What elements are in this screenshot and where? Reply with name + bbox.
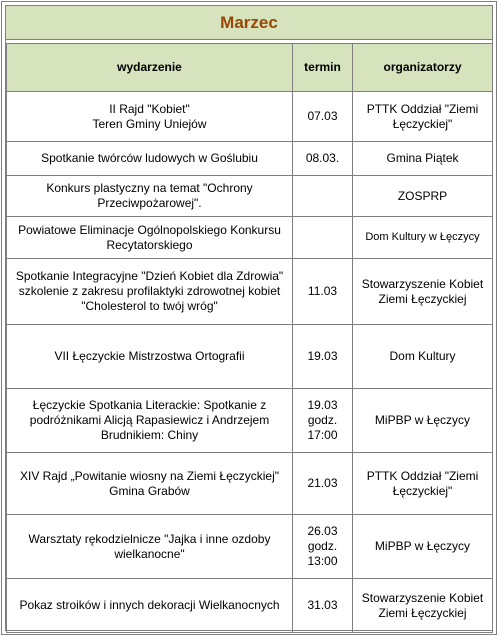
- table-body: [7, 92, 493, 633]
- event-cell: [7, 579, 293, 633]
- event-line: Przeciwpożarowej".: [97, 196, 202, 210]
- organizer-line: PTTK Oddział "Ziemi: [366, 468, 479, 483]
- date-line: 19.03: [307, 349, 338, 363]
- header-event: wydarzenie: [7, 44, 293, 92]
- event-line: XIV Rajd „Powitanie wiosny na Ziemi Łęczyckiej": [19, 468, 280, 483]
- organizer-line: Dom Kultury: [389, 349, 456, 363]
- date-line: 21.03: [307, 476, 338, 490]
- date-line: 17:00: [307, 428, 338, 442]
- table-row: [7, 92, 493, 142]
- table-row: [7, 325, 493, 389]
- date-cell: [293, 453, 353, 515]
- event-line: szkolenie z zakresu profilaktyki zdrowotnej kobiet: [18, 284, 281, 298]
- event-cell: [7, 142, 293, 176]
- document-frame: [1, 1, 497, 635]
- event-line: Powiatowe Eliminacje Ogólnopolskiego Konkursu: [18, 222, 281, 237]
- table-row: [7, 453, 493, 515]
- date-cell: [293, 389, 353, 453]
- event-line: VII Łęczyckie Mistrzostwa Ortografii: [54, 349, 245, 363]
- organizer-cell: [353, 389, 493, 453]
- organizer-cell: [353, 92, 493, 142]
- date-line: godz.: [307, 539, 338, 553]
- organizer-line: Gmina Piątek: [386, 151, 459, 165]
- date-cell: [293, 176, 353, 217]
- event-line: Spotkanie Integracyjne "Dzień Kobiet dla Zdrowia": [15, 269, 284, 283]
- event-cell: [7, 92, 293, 142]
- event-line: Warsztaty rękodzielnicze "Jajka i inne ozdoby: [28, 531, 271, 546]
- organizer-cell: [353, 259, 493, 325]
- organizer-cell: [353, 217, 493, 259]
- event-line: Gmina Grabów: [109, 483, 190, 498]
- date-line: 19.03: [307, 398, 338, 412]
- month-title: Marzec: [220, 12, 278, 32]
- event-line: Teren Gminy Uniejów: [92, 116, 207, 131]
- header-row: [7, 44, 493, 92]
- organizer-cell: [353, 325, 493, 389]
- organizer-cell: [353, 453, 493, 515]
- event-cell: [7, 217, 293, 259]
- date-line: 26.03: [307, 524, 338, 538]
- date-cell: [293, 515, 353, 579]
- table-row: [7, 579, 493, 633]
- events-table: [6, 43, 493, 633]
- date-cell: [293, 259, 353, 325]
- organizer-line: Stowarzyszenie Kobiet: [361, 276, 484, 291]
- organizer-line: Łęczyckiej": [392, 116, 453, 131]
- organizer-line: Ziemi Łęczyckiej: [378, 291, 467, 306]
- organizer-line: PTTK Oddział "Ziemi: [366, 101, 479, 116]
- table-row: [7, 176, 493, 217]
- date-cell: [293, 579, 353, 633]
- event-cell: [7, 176, 293, 217]
- organizer-cell: [353, 176, 493, 217]
- event-cell: [7, 259, 293, 325]
- event-line: podróżnikami Alicją Rapasiewicz i Andrzejem: [29, 413, 270, 427]
- organizer-cell: [353, 579, 493, 633]
- organizer-cell: [353, 515, 493, 579]
- table-row: [7, 259, 493, 325]
- organizer-line: ZOSPRP: [397, 188, 448, 203]
- table-row: [7, 389, 493, 453]
- event-line: Spotkanie twórców ludowych w Goślubiu: [41, 151, 258, 165]
- date-line: 31.03: [307, 598, 338, 612]
- event-line: Pokaz stroików i innych dekoracji Wielkanocnych: [19, 598, 280, 612]
- table-row: [7, 217, 493, 259]
- organizer-line: Dom Kultury w Łęczycy: [365, 231, 480, 243]
- organizer-line: Stowarzyszenie Kobiet: [361, 590, 484, 605]
- header-date: termin: [293, 44, 353, 92]
- date-cell: [293, 92, 353, 142]
- month-title-bar: [6, 6, 492, 40]
- date-cell: [293, 325, 353, 389]
- table-row: [7, 142, 493, 176]
- event-line: Brudnikiem: Chiny: [100, 428, 199, 442]
- event-line: Recytatorskiego: [106, 237, 193, 252]
- organizer-line: Ziemi Łęczyckiej: [378, 605, 467, 620]
- date-line: 13:00: [307, 554, 338, 568]
- date-line: 11.03: [307, 284, 338, 298]
- event-line: "Cholesterol to twój wróg": [81, 299, 218, 313]
- organizer-line: Łęczyckiej": [392, 483, 453, 498]
- table-row: [7, 515, 493, 579]
- event-cell: [7, 325, 293, 389]
- date-line: godz.: [307, 413, 338, 427]
- date-line: 08.03.: [305, 151, 340, 165]
- organizer-cell: [353, 142, 493, 176]
- date-cell: [293, 142, 353, 176]
- event-cell: [7, 515, 293, 579]
- table-container: [5, 5, 493, 631]
- event-line: Konkurs plastyczny na temat "Ochrony: [46, 181, 253, 195]
- event-cell: [7, 389, 293, 453]
- date-line: 07.03: [307, 109, 338, 123]
- event-line: wielkanocne": [114, 546, 185, 561]
- organizer-line: MiPBP w Łęczycy: [374, 413, 471, 427]
- event-cell: [7, 453, 293, 515]
- event-line: II Rajd "Kobiet": [109, 101, 190, 116]
- organizer-line: MiPBP w Łęczycy: [374, 539, 471, 553]
- header-organizers: organizatorzy: [353, 44, 493, 92]
- date-cell: [293, 217, 353, 259]
- event-line: Łęczyckie Spotkania Literackie: Spotkanie z: [32, 398, 267, 412]
